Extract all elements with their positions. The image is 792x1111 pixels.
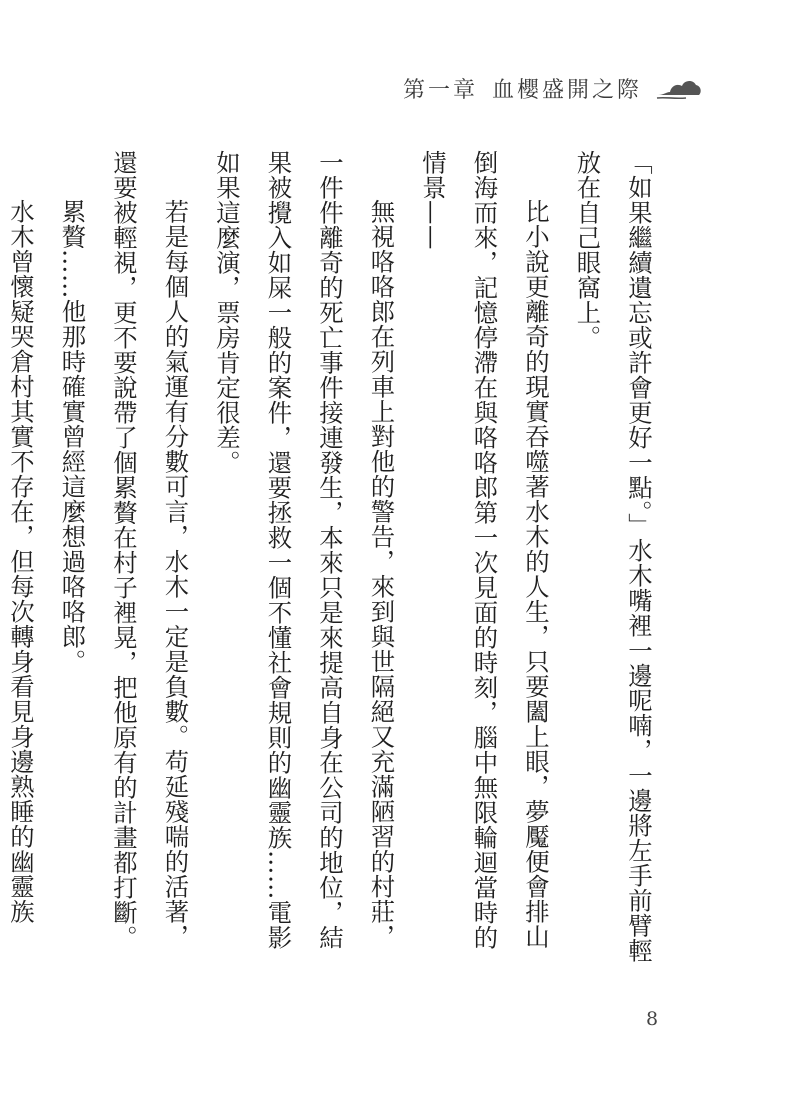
paragraph: 累贅……他那時確實曾經這麼想過咯咯郎。 bbox=[57, 198, 87, 674]
running-header bbox=[403, 68, 702, 108]
paragraph: 若是每個人的氣運有分數可言，水木一定是負數。苟延殘喘的活著，還要被輕視，更不要說帶了個累贅在村子裡晃，把他原有的計畫都打斷。 bbox=[109, 150, 190, 950]
paragraph: 比小說更離奇的現實吞噬著水木的人生，只要闔上眼，夢魘便會排山倒海而來，記憶停滯在與咯咯郎第一次見面的時刻，腦中無限輪迴當時的情景—— bbox=[418, 150, 550, 950]
paragraph: 水木曾懷疑哭倉村其實不存在，但每次轉身看見身邊熟睡的幽靈族 bbox=[6, 198, 35, 924]
page-number: 8 bbox=[646, 1008, 659, 1030]
chapter-label: 第一章 bbox=[402, 77, 478, 103]
paragraph: 「如果繼續遺忘或許會更好一點。」水木嘴裡一邊呢喃，一邊將左手前臂輕放在自己眼窩上。 bbox=[572, 150, 653, 963]
chapter-title: 血櫻盛開之際 bbox=[491, 77, 642, 103]
paragraph: 無視咯咯郎在列車上對他的警告，來到與世隔絕又充滿陋習的村莊，一件件離奇的死亡事件接連發生，本來只是來提高自身在公司的地位，結果被攪入如屎一般的案件，還要拯救一個不懂社會規則的幽靈族……電影如果這麼演，票房肯定很差。 bbox=[212, 150, 396, 950]
vertical-text-body bbox=[6, 150, 664, 970]
cloud-icon bbox=[656, 73, 702, 103]
